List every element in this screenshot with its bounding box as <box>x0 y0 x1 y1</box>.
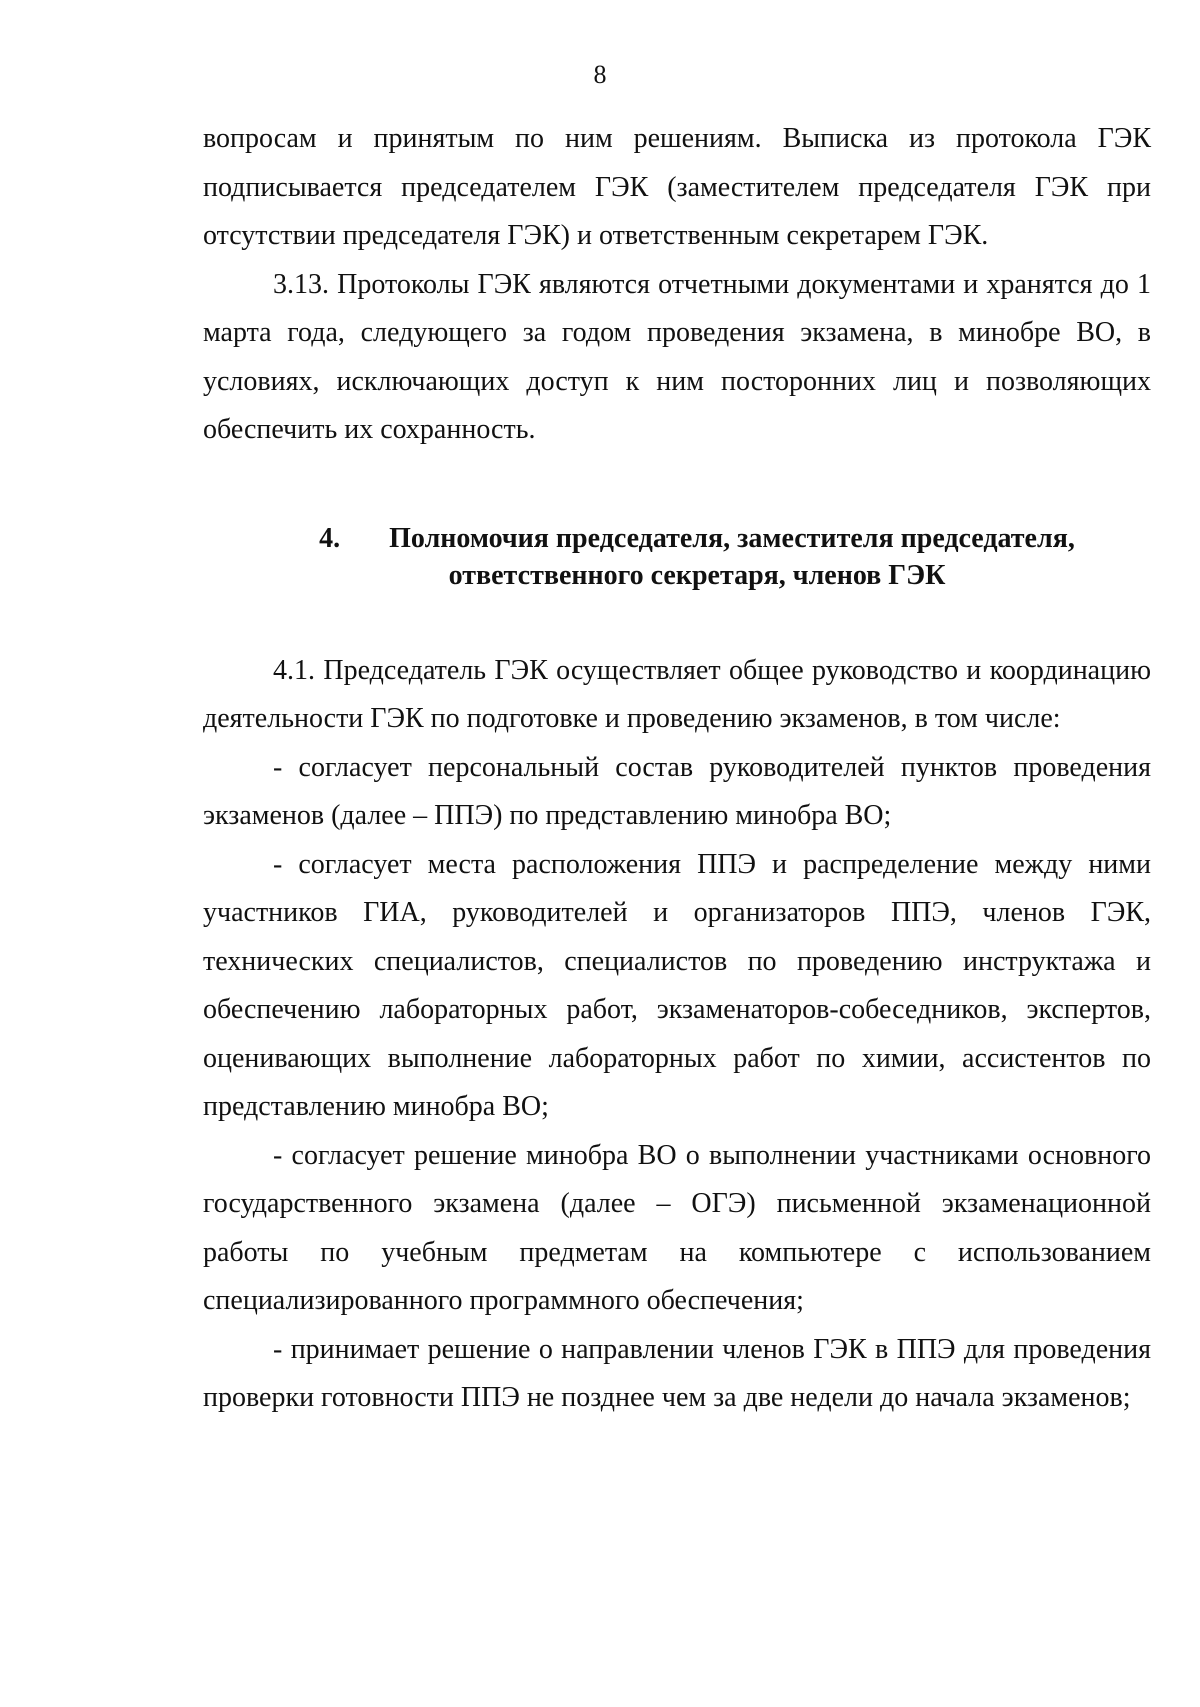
list-item: - принимает решение о направлении членов ГЭК в ППЭ для проведения проверки готовности ППЭ не позднее чем за две недели до начала экзаменов; <box>203 1333 1151 1413</box>
section-title-part2: ответственного секретаря, членов ГЭК <box>448 559 946 591</box>
paragraph-continuation: вопросам и принятым по ним решениям. Выписка из протокола ГЭК подписывается председателем ГЭК (заместителем председателя ГЭК при отсутствии председателя ГЭК) и ответственным секретарем ГЭК. <box>203 123 1151 251</box>
paragraph-4-1: 4.1. Председатель ГЭК осуществляет общее руководство и координацию деятельности ГЭК по подготовке и проведению экзаменов, в том числе: <box>203 654 1151 734</box>
list-item: - согласует места расположения ППЭ и распределение между ними участников ГИА, руководителей и организаторов ППЭ, членов ГЭК, технических специалистов, специалистов по проведению инструктажа и обеспечению лабораторных работ, экзаменаторов-собеседников, экспертов, оценивающих выполнение лабораторных работ по химии, ассистентов по представлению минобра ВО; <box>203 848 1151 1122</box>
section-heading <box>203 520 1151 594</box>
section-title-part1: Полномочия председателя, заместителя председателя, <box>389 522 1075 554</box>
page-number: 8 <box>593 60 607 89</box>
document-body <box>203 115 1151 1423</box>
list-item: - согласует персональный состав руководителей пунктов проведения экзаменов (далее – ППЭ) по представлению минобра ВО; <box>203 751 1151 831</box>
paragraph-3-13: 3.13. Протоколы ГЭК являются отчетными документами и хранятся до 1 марта года, следующего за годом проведения экзамена, в минобре ВО, в условиях, исключающих доступ к ним посторонних лиц и позволяющих обеспечить их сохранность. <box>203 268 1151 445</box>
section-heading-line1 <box>243 520 1151 557</box>
list-item: - согласует решение минобра ВО о выполнении участниками основного государственного экзамена (далее – ОГЭ) письменной экзаменационной работы по учебным предметам на компьютере с использованием специализированного программного обеспечения; <box>203 1139 1151 1316</box>
section-number: 4. <box>319 522 341 554</box>
